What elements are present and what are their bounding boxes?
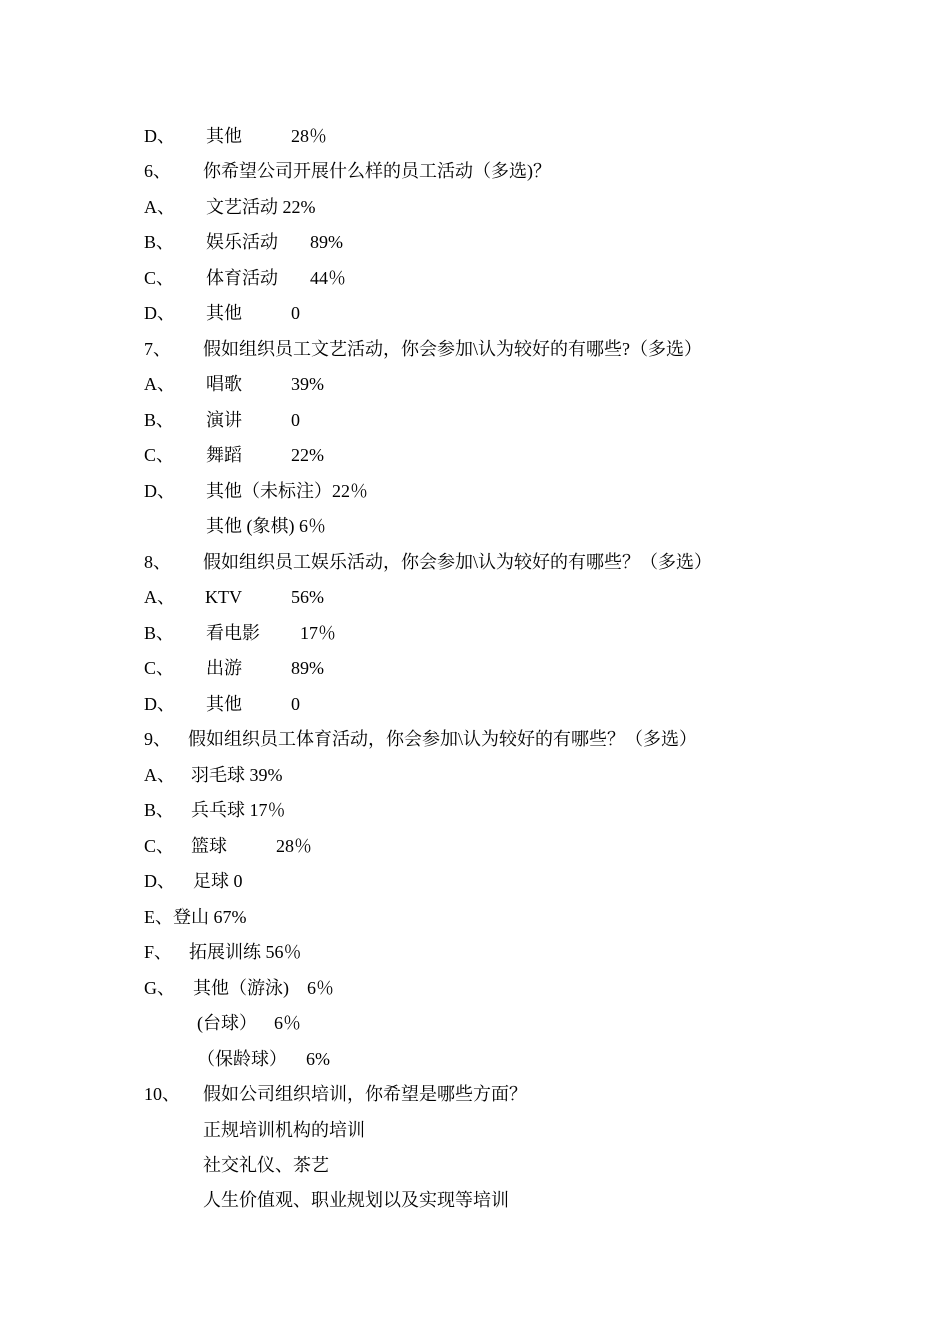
option-percent: 6%: [306, 1049, 330, 1069]
option-text: 其他（游泳): [193, 978, 289, 998]
option-text: （保龄球）: [197, 1049, 287, 1069]
option-text: 社交礼仪、茶艺: [203, 1155, 329, 1175]
option-text: 羽毛球 39%: [191, 765, 283, 785]
option-text: 娱乐活动: [206, 232, 278, 252]
option-percent: 44％: [310, 268, 346, 288]
option-percent: 56%: [291, 587, 324, 607]
option-text: KTV: [205, 587, 242, 607]
question-text: 假如组织员工娱乐活动，你会参加\认为较好的有哪些？（多选）: [203, 552, 712, 572]
question-text: 假如组织员工文艺活动，你会参加\认为较好的有哪些?（多选）: [203, 339, 702, 359]
question-number: 6、: [144, 161, 171, 181]
option-marker: B、: [144, 410, 175, 430]
option-text: 看电影: [206, 623, 260, 643]
option-text: 演讲: [206, 410, 242, 430]
option-marker: F、: [144, 942, 173, 962]
option-text: 其他: [206, 126, 242, 146]
option-percent: 17％: [300, 623, 336, 643]
option-percent: 6％: [274, 1013, 301, 1033]
option-text: 其他（未标注）22％: [206, 481, 368, 501]
option-marker: A、: [144, 587, 175, 607]
option-marker: C、: [144, 445, 175, 465]
option-text: 兵乓球 17％: [191, 800, 286, 820]
option-text: 舞蹈: [206, 445, 242, 465]
option-marker: D、: [144, 303, 175, 323]
option-marker: A、: [144, 765, 175, 785]
option-marker: G、: [144, 978, 175, 998]
option-percent: 0: [291, 410, 300, 430]
option-text: 人生价值观、职业规划以及实现等培训: [203, 1190, 509, 1210]
option-percent: 0: [291, 303, 300, 323]
option-percent: 39%: [291, 374, 324, 394]
option-text: 篮球: [191, 836, 227, 856]
question-text: 假如组织员工体育活动，你会参加\认为较好的有哪些？（多选）: [188, 729, 697, 749]
option-text: 拓展训练 56％: [189, 942, 302, 962]
option-text: 其他 (象棋) 6％: [206, 516, 326, 536]
option-marker: B、: [144, 800, 175, 820]
option-percent: 0: [291, 694, 300, 714]
option-percent: 28％: [291, 126, 327, 146]
question-number: 8、: [144, 552, 171, 572]
option-text: 其他: [206, 694, 242, 714]
option-text: 其他: [206, 303, 242, 323]
option-percent: 6％: [307, 978, 334, 998]
option-text: (台球）: [197, 1013, 257, 1033]
option-marker: D、: [144, 126, 175, 146]
option-text: 正规培训机构的培训: [203, 1120, 365, 1140]
option-text: 文艺活动 22%: [206, 197, 316, 217]
option-marker: A、: [144, 374, 175, 394]
option-marker: D、: [144, 481, 175, 501]
option-text: 足球 0: [193, 871, 243, 891]
option-percent: 28％: [276, 836, 312, 856]
option-marker: C、: [144, 836, 175, 856]
option-marker: B、: [144, 232, 175, 252]
option-marker: A、: [144, 197, 175, 217]
question-number: 10、: [144, 1084, 180, 1104]
option-percent: 22%: [291, 445, 324, 465]
option-percent: 89%: [310, 232, 343, 252]
option-percent: 89%: [291, 658, 324, 678]
option-text: E、登山 67%: [144, 907, 247, 927]
option-marker: D、: [144, 871, 175, 891]
option-marker: C、: [144, 268, 175, 288]
option-text: 唱歌: [206, 374, 242, 394]
question-text: 你希望公司开展什么样的员工活动（多选)？: [203, 161, 551, 181]
question-text: 假如公司组织培训，你希望是哪些方面？: [203, 1084, 527, 1104]
question-number: 7、: [144, 339, 171, 359]
option-text: 体育活动: [206, 268, 278, 288]
option-marker: C、: [144, 658, 175, 678]
option-marker: D、: [144, 694, 175, 714]
option-marker: B、: [144, 623, 175, 643]
question-number: 9、: [144, 729, 171, 749]
option-text: 出游: [206, 658, 242, 678]
